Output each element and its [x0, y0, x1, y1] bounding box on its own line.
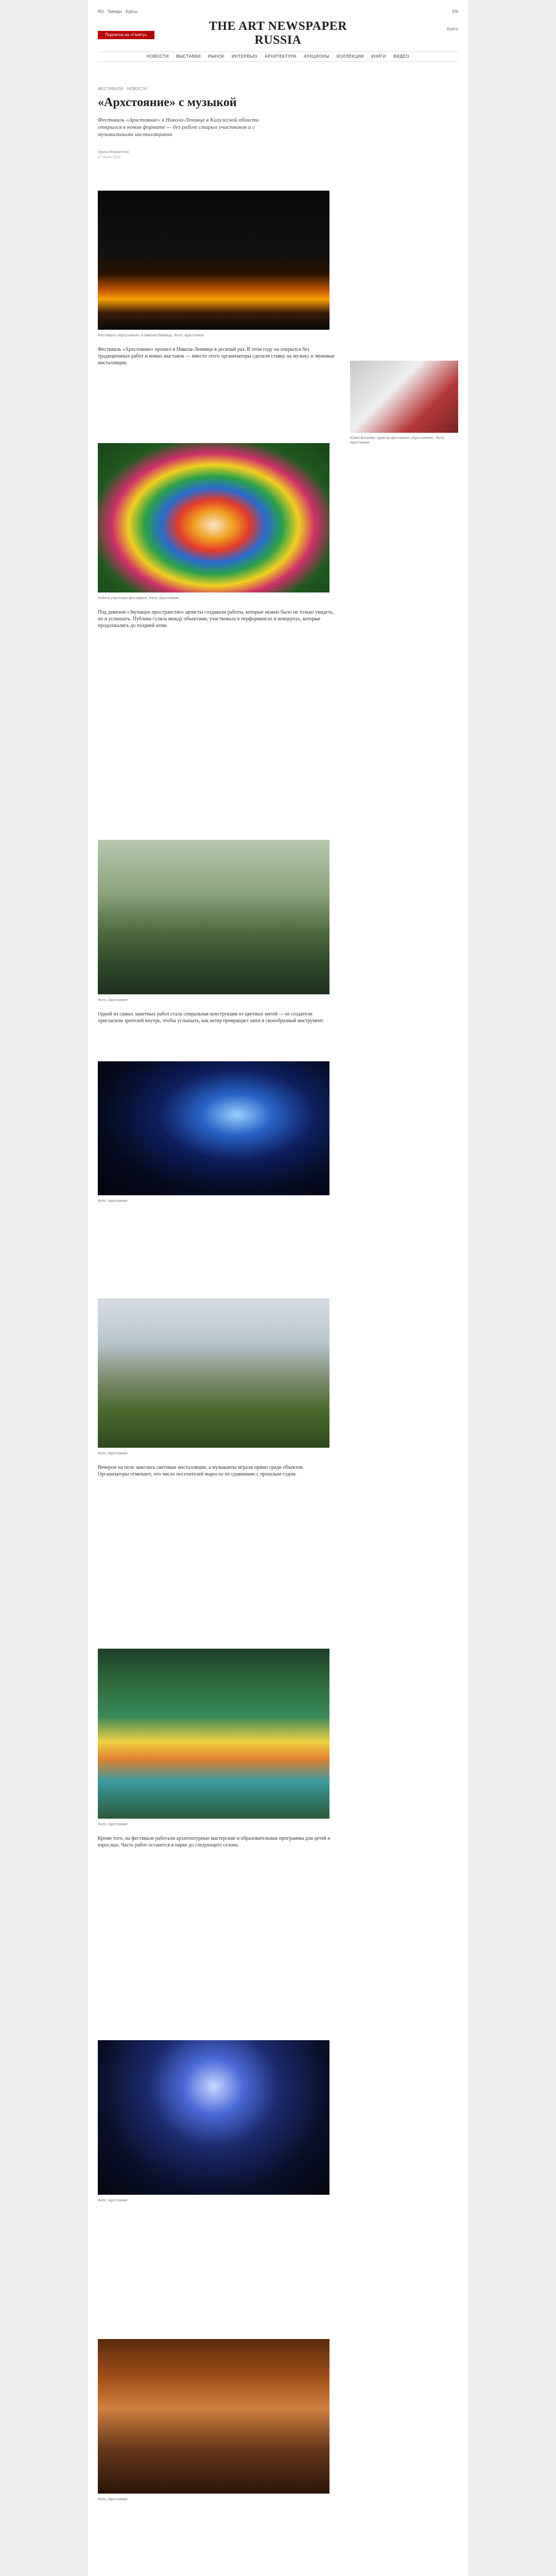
nav-item[interactable]: ИНТЕРВЬЮ [232, 54, 257, 59]
nav-item[interactable]: ВЫСТАВКИ [176, 54, 201, 59]
image-caption: Работа участника фестиваля. Фото: Архстояние [98, 597, 179, 600]
article-date: 27 июля 2015 [98, 156, 121, 159]
nav-item[interactable]: РЫНОК [208, 54, 224, 59]
image-caption: Фото: Архстояние [98, 1823, 128, 1826]
image-caption: Фото: Архстояние [98, 998, 128, 1002]
nav-item[interactable]: НОВОСТИ [147, 54, 169, 59]
image-caption: Фестиваль «Архстояние» в Никола-Ленивце. Фото: Архстояние [98, 334, 204, 337]
article-image-stage [98, 2040, 329, 2195]
image-caption: Фото: Архстояние [98, 2199, 128, 2202]
image-caption: Фото: Архстояние [98, 1199, 128, 1203]
image-caption: Фото: Архстояние [98, 1452, 128, 1455]
site-logo[interactable] [190, 20, 366, 47]
article-image-spiral [98, 443, 329, 592]
breadcrumb[interactable]: ФЕСТИВАЛИ · НОВОСТИ [98, 87, 147, 91]
article-image-fire [98, 191, 329, 330]
nav-item[interactable]: АРХИТЕКТУРА [265, 54, 297, 59]
nav-item[interactable]: КНИГИ [371, 54, 387, 59]
subscribe-button[interactable]: Подписка на «Газету» [98, 31, 154, 39]
language-switch[interactable]: EN [452, 9, 458, 14]
side-portrait-image [350, 361, 458, 433]
article-paragraph: Под девизом «Звучащее пространство» артисты создавали работы, которые можно было не только увидеть, но и услышать. Публика гуляла между объектами, участвовала в перформансах и концертах, которые продолжались до поздней ночи. [98, 609, 334, 629]
article-lead: Фестиваль «Архстояние» в Никола-Ленивце в Калужской области открылся в новом формате — без работ старых участников и с музыкальными инсталляциями [98, 117, 259, 138]
nav-item[interactable]: АУКЦИОНЫ [304, 54, 329, 59]
page [88, 0, 468, 2576]
article-image-meadow [98, 1298, 329, 1448]
article-paragraph: Фестиваль «Архстояние» прошел в Никола-Ленивце в десятый раз. В этом году он открылся без традиционных работ и новых выставок — вместо этого организаторы сделали ставку на музыку и звуковые инсталляции. [98, 347, 335, 366]
article-author[interactable]: Ирина Вершинина [98, 150, 129, 154]
article-paragraph: Вечером на поле зажглись световые инсталляции, а музыканты играли прямо среди объектов. Организаторы отмечают, что число посетителей выросло по сравнению с прошлым годом. [98, 1465, 304, 1477]
login-link[interactable]: Войти [446, 27, 458, 31]
page-title: «Архстояние» с музыкой [98, 96, 237, 109]
nav-item[interactable]: КОЛЛЕКЦИИ [336, 54, 364, 59]
article-image-lights [98, 1061, 329, 1195]
article-paragraph: Кроме того, на фестивале работали архитектурные мастерские и образовательные программы для детей и взрослых. Часть работ останется в парке до следующего сезона. [98, 1836, 331, 1848]
side-image-caption: Юлия Бычкова, куратор фестиваля «Архстояние». Фото: Архстояние [350, 436, 445, 445]
article-image-crowd [98, 2339, 329, 2494]
article-image-forest [98, 840, 329, 994]
logo-text: THE ART NEWSPAPER RUSSIA [208, 20, 348, 47]
topbar-links[interactable]: RU · Тренды · Курсы [98, 9, 137, 14]
topbar [98, 9, 458, 16]
main-nav [98, 52, 458, 62]
nav-item[interactable]: ВИДЕО [393, 54, 409, 59]
article-paragraph: Одной из самых заметных работ стала спиральная конструкция из цветных нитей — ее создатели пригласили зрителей внутрь, чтобы услышать, как ветер превращает нити в своеобразный инструмент. [98, 1011, 324, 1024]
article-image-field [98, 1649, 329, 1819]
image-caption: Фото: Архстояние [98, 2498, 128, 2501]
